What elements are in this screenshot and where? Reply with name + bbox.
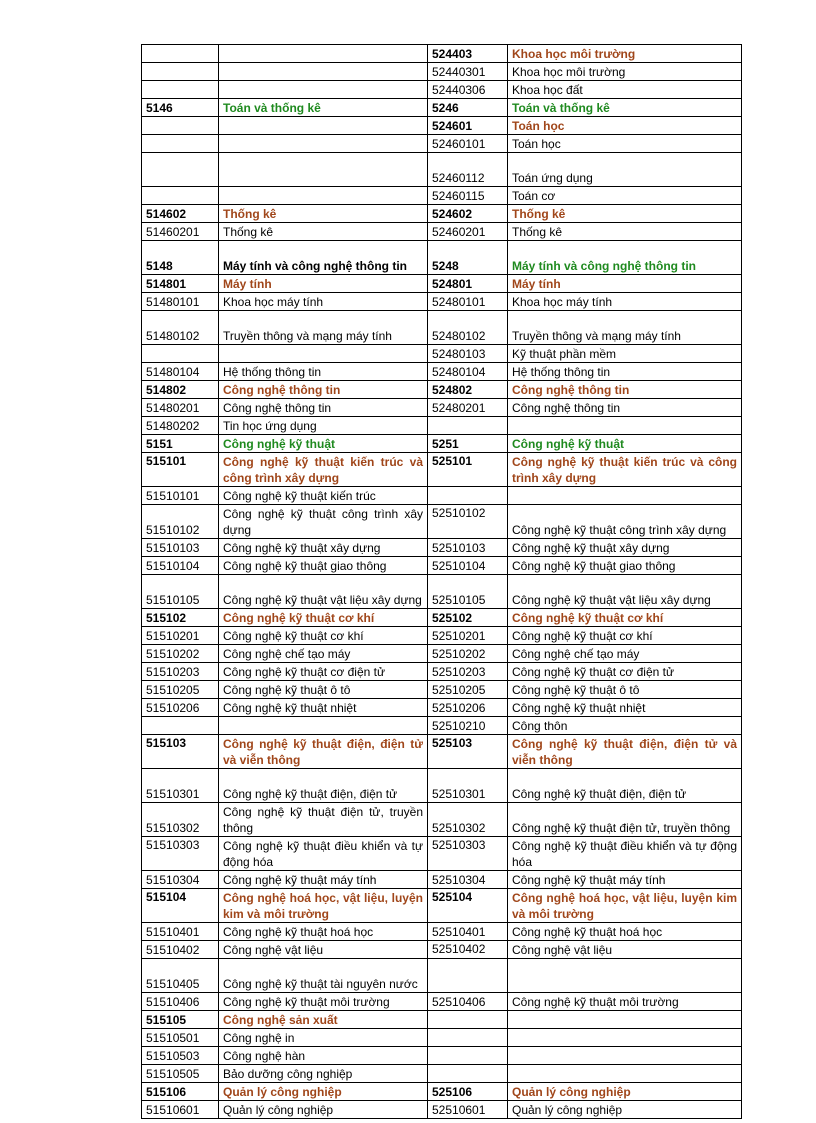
name-cell-left: Truyền thông và mạng máy tính (219, 311, 428, 345)
table-row (142, 117, 742, 135)
name-cell-right: Khoa học môi trường (508, 63, 742, 81)
code-cell-left: 51510406 (142, 993, 219, 1011)
name-cell-left: Công nghệ kỹ thuật vật liệu xây dựng (219, 575, 428, 609)
code-cell-right: 524801 (428, 275, 508, 293)
code-cell-right: 52460101 (428, 135, 508, 153)
name-cell-right: Công nghệ kỹ thuật vật liệu xây dựng (508, 575, 742, 609)
name-cell-right: Công thôn (508, 717, 742, 735)
name-cell-right: Công nghệ kỹ thuật điện, điện tử (508, 769, 742, 803)
code-cell-left: 51510505 (142, 1065, 219, 1083)
name-cell-left: Công nghệ kỹ thuật môi trường (219, 993, 428, 1011)
name-cell-right: Toán cơ (508, 187, 742, 205)
code-cell-left: 51510205 (142, 681, 219, 699)
name-cell-left: Bảo dưỡng công nghiệp (219, 1065, 428, 1083)
code-cell-right: 52440306 (428, 81, 508, 99)
name-cell-left: Công nghệ thông tin (219, 399, 428, 417)
name-cell-right: Công nghệ kỹ thuật máy tính (508, 871, 742, 889)
name-cell-right: Công nghệ kỹ thuật kiến trúc và công trình xây dựng (508, 453, 742, 487)
table-row (142, 223, 742, 241)
code-cell-right (428, 1029, 508, 1047)
code-cell-right: 524601 (428, 117, 508, 135)
code-cell-left: 51510203 (142, 663, 219, 681)
table-row (142, 539, 742, 557)
code-cell-left (142, 717, 219, 735)
code-cell-right: 524403 (428, 45, 508, 63)
table-body (142, 45, 742, 1119)
table-row (142, 923, 742, 941)
code-cell-left: 51510601 (142, 1101, 219, 1119)
code-cell-right (428, 1047, 508, 1065)
code-cell-left: 51510105 (142, 575, 219, 609)
code-cell-right (428, 959, 508, 993)
name-cell-right: Công nghệ chế tạo máy (508, 645, 742, 663)
name-cell-right: Thống kê (508, 205, 742, 223)
name-cell-left (219, 153, 428, 187)
table-row (142, 381, 742, 399)
name-cell-right: Công nghệ thông tin (508, 381, 742, 399)
name-cell-left (219, 117, 428, 135)
code-cell-left: 51460201 (142, 223, 219, 241)
code-cell-left: 51480202 (142, 417, 219, 435)
name-cell-right: Máy tính (508, 275, 742, 293)
code-cell-right: 52510302 (428, 803, 508, 837)
name-cell-right: Công nghệ kỹ thuật cơ khí (508, 609, 742, 627)
code-cell-left: 51480104 (142, 363, 219, 381)
name-cell-right: Hệ thống thông tin (508, 363, 742, 381)
code-cell-left: 51480201 (142, 399, 219, 417)
code-cell-left: 51510206 (142, 699, 219, 717)
code-cell-right: 52510206 (428, 699, 508, 717)
table-row (142, 699, 742, 717)
table-row (142, 81, 742, 99)
table-row (142, 241, 742, 275)
code-cell-right: 5246 (428, 99, 508, 117)
code-cell-left: 51510304 (142, 871, 219, 889)
code-cell-right (428, 417, 508, 435)
code-cell-left (142, 135, 219, 153)
code-cell-left: 5148 (142, 241, 219, 275)
name-cell-right (508, 1011, 742, 1029)
name-cell-right: Toán ứng dụng (508, 153, 742, 187)
table-row (142, 837, 742, 871)
name-cell-left: Công nghệ kỹ thuật cơ điện tử (219, 663, 428, 681)
name-cell-right (508, 959, 742, 993)
name-cell-left: Công nghệ hàn (219, 1047, 428, 1065)
code-cell-right: 52510205 (428, 681, 508, 699)
name-cell-right: Công nghệ kỹ thuật cơ khí (508, 627, 742, 645)
code-cell-right: 525106 (428, 1083, 508, 1101)
code-cell-left: 51510301 (142, 769, 219, 803)
code-cell-left (142, 187, 219, 205)
code-cell-right: 52480101 (428, 293, 508, 311)
name-cell-right: Công nghệ kỹ thuật cơ điện tử (508, 663, 742, 681)
code-cell-left (142, 345, 219, 363)
table-row (142, 399, 742, 417)
code-cell-right: 52510105 (428, 575, 508, 609)
code-cell-right: 52510304 (428, 871, 508, 889)
table-row (142, 135, 742, 153)
code-cell-left: 51510401 (142, 923, 219, 941)
code-cell-left (142, 63, 219, 81)
code-cell-right: 524602 (428, 205, 508, 223)
name-cell-right: Toán học (508, 117, 742, 135)
code-cell-left: 51510402 (142, 941, 219, 959)
table-row (142, 717, 742, 735)
name-cell-right: Thống kê (508, 223, 742, 241)
table-row (142, 803, 742, 837)
name-cell-right: Công nghệ kỹ thuật công trình xây dựng (508, 505, 742, 539)
name-cell-right: Công nghệ vật liệu (508, 941, 742, 959)
name-cell-left: Công nghệ kỹ thuật kiến trúc và công trình xây dựng (219, 453, 428, 487)
name-cell-right (508, 1047, 742, 1065)
name-cell-left: Công nghệ kỹ thuật nhiệt (219, 699, 428, 717)
name-cell-right: Công nghệ hoá học, vật liệu, luyện kim và môi trường (508, 889, 742, 923)
table-row (142, 205, 742, 223)
table-row (142, 45, 742, 63)
code-cell-left (142, 81, 219, 99)
code-cell-left: 5151 (142, 435, 219, 453)
table-row (142, 627, 742, 645)
table-row (142, 941, 742, 959)
name-cell-left: Máy tính (219, 275, 428, 293)
name-cell-right: Quản lý công nghiệp (508, 1101, 742, 1119)
table-row (142, 735, 742, 769)
code-cell-left: 515105 (142, 1011, 219, 1029)
table-row (142, 1065, 742, 1083)
name-cell-right (508, 1029, 742, 1047)
table-row (142, 311, 742, 345)
name-cell-left: Tin học ứng dụng (219, 417, 428, 435)
table-row (142, 557, 742, 575)
name-cell-right: Kỹ thuật phần mềm (508, 345, 742, 363)
name-cell-left: Công nghệ sản xuất (219, 1011, 428, 1029)
name-cell-right: Máy tính và công nghệ thông tin (508, 241, 742, 275)
code-cell-left: 514801 (142, 275, 219, 293)
name-cell-left (219, 717, 428, 735)
code-cell-left: 514602 (142, 205, 219, 223)
name-cell-right: Công nghệ kỹ thuật điện tử, truyền thông (508, 803, 742, 837)
name-cell-right: Khoa học môi trường (508, 45, 742, 63)
code-cell-left: 515101 (142, 453, 219, 487)
code-cell-right: 52510210 (428, 717, 508, 735)
name-cell-left: Khoa học máy tính (219, 293, 428, 311)
code-cell-right: 52440301 (428, 63, 508, 81)
name-cell-left: Hệ thống thông tin (219, 363, 428, 381)
table-row (142, 99, 742, 117)
code-cell-left: 515106 (142, 1083, 219, 1101)
table-row (142, 681, 742, 699)
table-row (142, 417, 742, 435)
code-cell-right: 52510202 (428, 645, 508, 663)
table-row (142, 769, 742, 803)
code-cell-left (142, 45, 219, 63)
name-cell-left: Công nghệ thông tin (219, 381, 428, 399)
code-cell-right: 525104 (428, 889, 508, 923)
table-row (142, 1011, 742, 1029)
name-cell-left (219, 135, 428, 153)
code-cell-right: 52510402 (428, 941, 508, 959)
code-cell-right: 52510102 (428, 505, 508, 539)
program-code-table (141, 44, 742, 1119)
code-cell-left (142, 153, 219, 187)
name-cell-right: Khoa học đất (508, 81, 742, 99)
name-cell-left: Quản lý công nghiệp (219, 1083, 428, 1101)
table-row (142, 187, 742, 205)
code-cell-right: 52510301 (428, 769, 508, 803)
name-cell-left: Toán và thống kê (219, 99, 428, 117)
name-cell-left: Thống kê (219, 223, 428, 241)
code-cell-right: 52510203 (428, 663, 508, 681)
table-row (142, 435, 742, 453)
name-cell-left: Quản lý công nghiệp (219, 1101, 428, 1119)
table-row (142, 993, 742, 1011)
code-cell-left (142, 117, 219, 135)
code-cell-right: 52460112 (428, 153, 508, 187)
table-row (142, 345, 742, 363)
name-cell-right: Truyền thông và mạng máy tính (508, 311, 742, 345)
code-cell-right: 525103 (428, 735, 508, 769)
table-row (142, 959, 742, 993)
code-cell-right (428, 1065, 508, 1083)
code-cell-right: 52510401 (428, 923, 508, 941)
code-cell-right: 524802 (428, 381, 508, 399)
table-row (142, 363, 742, 381)
name-cell-right: Công nghệ kỹ thuật nhiệt (508, 699, 742, 717)
name-cell-left: Công nghệ kỹ thuật (219, 435, 428, 453)
code-cell-right: 52510103 (428, 539, 508, 557)
name-cell-right: Công nghệ kỹ thuật hoá học (508, 923, 742, 941)
code-cell-left: 515104 (142, 889, 219, 923)
name-cell-right: Công nghệ thông tin (508, 399, 742, 417)
table-row (142, 505, 742, 539)
table-row (142, 889, 742, 923)
code-cell-right: 52460115 (428, 187, 508, 205)
name-cell-left: Công nghệ kỹ thuật hoá học (219, 923, 428, 941)
name-cell-left: Công nghệ kỹ thuật ô tô (219, 681, 428, 699)
name-cell-left (219, 187, 428, 205)
name-cell-left: Công nghệ kỹ thuật điều khiển và tự động hóa (219, 837, 428, 871)
table-row (142, 575, 742, 609)
table-row (142, 1029, 742, 1047)
code-cell-right: 52510601 (428, 1101, 508, 1119)
name-cell-left: Công nghệ kỹ thuật máy tính (219, 871, 428, 889)
code-cell-right: 52460201 (428, 223, 508, 241)
name-cell-right: Toán học (508, 135, 742, 153)
code-cell-left: 51510102 (142, 505, 219, 539)
table-row (142, 1101, 742, 1119)
name-cell-left: Công nghệ kỹ thuật giao thông (219, 557, 428, 575)
code-cell-right: 52480103 (428, 345, 508, 363)
code-cell-left: 5146 (142, 99, 219, 117)
table-row (142, 293, 742, 311)
name-cell-left: Công nghệ kỹ thuật xây dựng (219, 539, 428, 557)
code-cell-right: 525102 (428, 609, 508, 627)
name-cell-left (219, 63, 428, 81)
code-cell-right: 52480102 (428, 311, 508, 345)
table-row (142, 1083, 742, 1101)
table-row (142, 63, 742, 81)
code-cell-right (428, 487, 508, 505)
code-cell-right: 52480104 (428, 363, 508, 381)
code-cell-right: 5248 (428, 241, 508, 275)
code-cell-right (428, 1011, 508, 1029)
name-cell-right (508, 1065, 742, 1083)
code-cell-right: 52510406 (428, 993, 508, 1011)
name-cell-left: Công nghệ kỹ thuật điện, điện tử (219, 769, 428, 803)
name-cell-right: Khoa học máy tính (508, 293, 742, 311)
code-cell-right: 52510104 (428, 557, 508, 575)
code-cell-right: 525101 (428, 453, 508, 487)
table-row (142, 487, 742, 505)
table-row (142, 645, 742, 663)
name-cell-right: Công nghệ kỹ thuật ô tô (508, 681, 742, 699)
name-cell-left: Công nghệ in (219, 1029, 428, 1047)
code-cell-left: 51510101 (142, 487, 219, 505)
name-cell-right: Công nghệ kỹ thuật xây dựng (508, 539, 742, 557)
name-cell-left (219, 345, 428, 363)
table-row (142, 275, 742, 293)
name-cell-right (508, 417, 742, 435)
name-cell-left: Công nghệ vật liệu (219, 941, 428, 959)
code-cell-left: 51480101 (142, 293, 219, 311)
name-cell-left: Công nghệ kỹ thuật cơ khí (219, 627, 428, 645)
code-cell-right: 52480201 (428, 399, 508, 417)
name-cell-left: Công nghệ kỹ thuật cơ khí (219, 609, 428, 627)
code-cell-left: 51510303 (142, 837, 219, 871)
name-cell-left: Thống kê (219, 205, 428, 223)
code-cell-right: 52510303 (428, 837, 508, 871)
name-cell-right: Công nghệ kỹ thuật (508, 435, 742, 453)
name-cell-right: Công nghệ kỹ thuật giao thông (508, 557, 742, 575)
name-cell-left: Công nghệ kỹ thuật tài nguyên nước (219, 959, 428, 993)
name-cell-left: Công nghệ chế tạo máy (219, 645, 428, 663)
name-cell-left: Công nghệ kỹ thuật điện, điện tử và viễn thông (219, 735, 428, 769)
code-cell-left: 51480102 (142, 311, 219, 345)
table-row (142, 663, 742, 681)
code-cell-left: 51510501 (142, 1029, 219, 1047)
code-cell-left: 51510201 (142, 627, 219, 645)
table-row (142, 453, 742, 487)
name-cell-left (219, 45, 428, 63)
name-cell-right: Công nghệ kỹ thuật điện, điện tử và viễn thông (508, 735, 742, 769)
table-row (142, 153, 742, 187)
name-cell-left (219, 81, 428, 99)
table-row (142, 1047, 742, 1065)
code-cell-left: 515103 (142, 735, 219, 769)
code-cell-right: 5251 (428, 435, 508, 453)
name-cell-right: Công nghệ kỹ thuật điều khiển và tự động hóa (508, 837, 742, 871)
code-cell-left: 51510103 (142, 539, 219, 557)
code-cell-left: 515102 (142, 609, 219, 627)
table-row (142, 609, 742, 627)
code-cell-left: 51510503 (142, 1047, 219, 1065)
name-cell-left: Công nghệ hoá học, vật liệu, luyện kim và môi trường (219, 889, 428, 923)
name-cell-right: Toán và thống kê (508, 99, 742, 117)
name-cell-left: Công nghệ kỹ thuật công trình xây dựng (219, 505, 428, 539)
code-cell-left: 51510104 (142, 557, 219, 575)
name-cell-left: Máy tính và công nghệ thông tin (219, 241, 428, 275)
code-cell-left: 51510302 (142, 803, 219, 837)
name-cell-left: Công nghệ kỹ thuật điện tử, truyền thông (219, 803, 428, 837)
name-cell-left: Công nghệ kỹ thuật kiến trúc (219, 487, 428, 505)
code-cell-left: 51510405 (142, 959, 219, 993)
table-row (142, 871, 742, 889)
code-cell-left: 51510202 (142, 645, 219, 663)
code-cell-right: 52510201 (428, 627, 508, 645)
name-cell-right: Công nghệ kỹ thuật môi trường (508, 993, 742, 1011)
name-cell-right (508, 487, 742, 505)
code-cell-left: 514802 (142, 381, 219, 399)
name-cell-right: Quản lý công nghiệp (508, 1083, 742, 1101)
